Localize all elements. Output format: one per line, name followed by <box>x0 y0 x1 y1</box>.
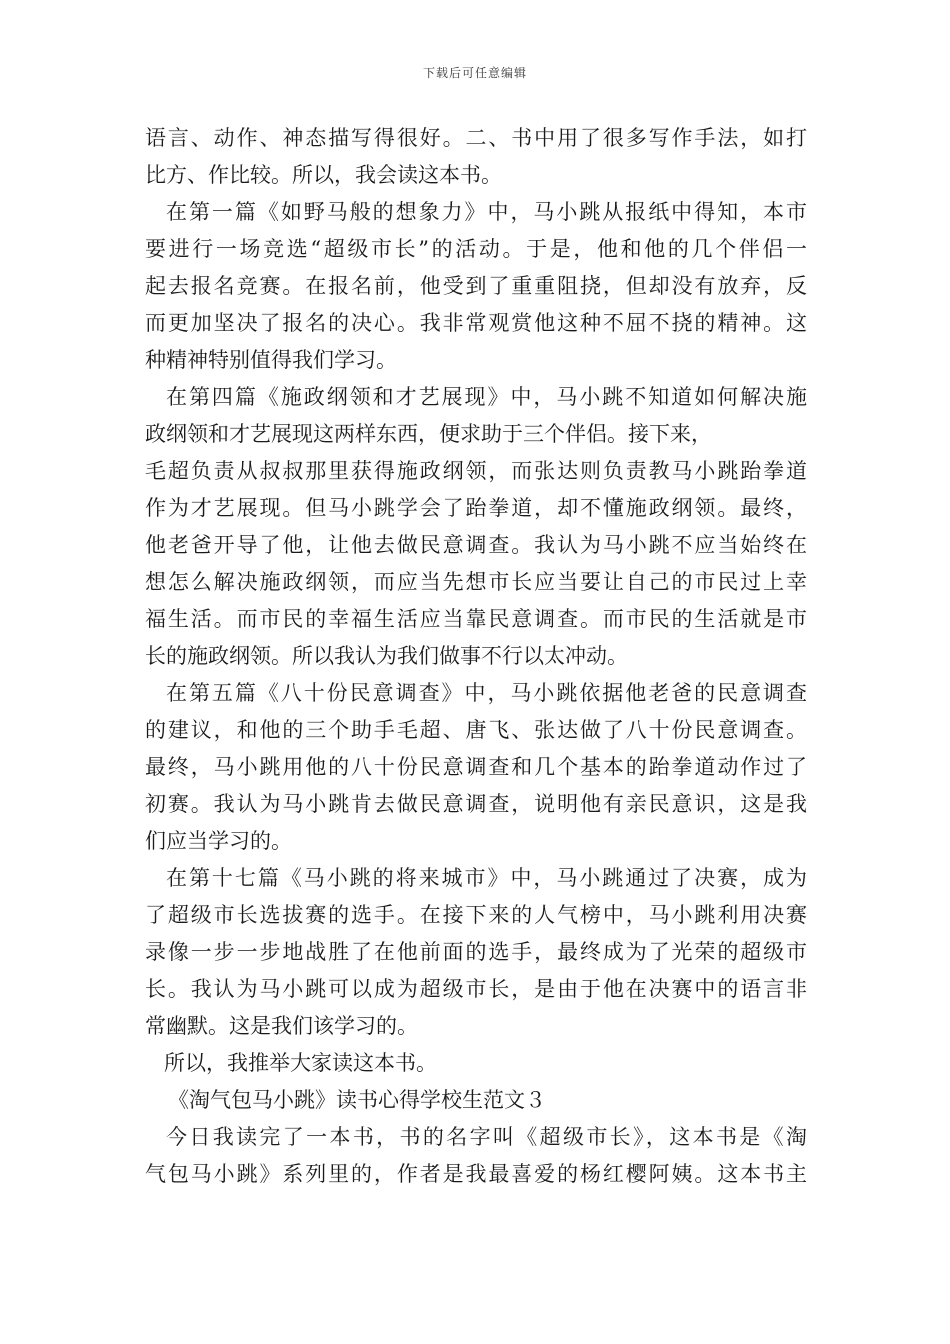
text-line: 比方、作比较。所以，我会读这本书。 <box>145 163 502 187</box>
text-line: 了超级市长选拔赛的选手。在接下来的人气榜中，马小跳利用决赛 <box>145 903 807 927</box>
text-line: 要进行一场竞选“超级市长”的活动。于是，他和他的几个伴侣一 <box>145 237 807 261</box>
text-line: 气包马小跳》系列里的，作者是我最喜爱的杨红樱阿姨。这本书主 <box>145 1162 807 1186</box>
text-line: 们应当学习的。 <box>145 829 292 853</box>
text-line: 最终，马小跳用他的八十份民意调查和几个基本的跆拳道动作过了 <box>145 755 807 779</box>
text-line: 在第五篇《八十份民意调查》中，马小跳依据他老爸的民意调查 <box>166 681 807 705</box>
text-line: 而更加坚决了报名的决心。我非常观赏他这种不屈不挠的精神。这 <box>145 311 807 335</box>
text-line: 常幽默。这是我们该学习的。 <box>145 1014 418 1038</box>
text-line: 所以，我推举大家读这本书。 <box>164 1051 437 1075</box>
text-line: 政纲领和才艺展现这两样东西，便求助于三个伴侣。接下来， <box>145 422 712 446</box>
text-line: 初赛。我认为马小跳肯去做民意调查，说明他有亲民意识，这是我 <box>145 792 807 816</box>
text-line: 他老爸开导了他，让他去做民意调查。我认为马小跳不应当始终在 <box>145 533 807 557</box>
text-line: 福生活。而市民的幸福生活应当靠民意调查。而市民的生活就是市 <box>145 607 807 631</box>
text-line: 今日我读完了一本书，书的名字叫《超级市长》，这本书是《淘 <box>166 1125 807 1149</box>
text-line: 在第四篇《施政纲领和才艺展现》中，马小跳不知道如何解决施 <box>166 385 807 409</box>
text-line: 语言、动作、神态描写得很好。二、书中用了很多写作手法，如打 <box>145 126 807 150</box>
page-header-note: 下载后可任意编辑 <box>422 66 527 80</box>
text-line: 录像一步一步地战胜了在他前面的选手，最终成为了光荣的超级市 <box>145 940 807 964</box>
text-line: 的建议，和他的三个助手毛超、唐飞、张达做了八十份民意调查。 <box>145 718 807 742</box>
text-line: 想怎么解决施政纲领，而应当先想市长应当要让自己的市民过上幸 <box>145 570 807 594</box>
text-line: 在第十七篇《马小跳的将来城市》中，马小跳通过了决赛，成为 <box>166 866 807 890</box>
text-line: 在第一篇《如野马般的想象力》中，马小跳从报纸中得知，本市 <box>166 200 807 224</box>
text-line: 毛超负责从叔叔那里获得施政纲领，而张达则负责教马小跳跆拳道 <box>145 459 807 483</box>
section-heading: 《淘气包马小跳》读书心得学校生范文３ <box>168 1088 546 1112</box>
document-body <box>145 120 807 1193</box>
text-line: 起去报名竞赛。在报名前，他受到了重重阻挠，但却没有放弃，反 <box>145 274 807 298</box>
text-line: 长。我认为马小跳可以成为超级市长，是由于他在决赛中的语言非 <box>145 977 807 1001</box>
text-line: 种精神特别值得我们学习。 <box>145 348 397 372</box>
text-line: 长的施政纲领。所以我认为我们做事不行以太冲动。 <box>145 644 628 668</box>
text-line: 作为才艺展现。但马小跳学会了跆拳道，却不懂施政纲领。最终， <box>145 496 807 520</box>
